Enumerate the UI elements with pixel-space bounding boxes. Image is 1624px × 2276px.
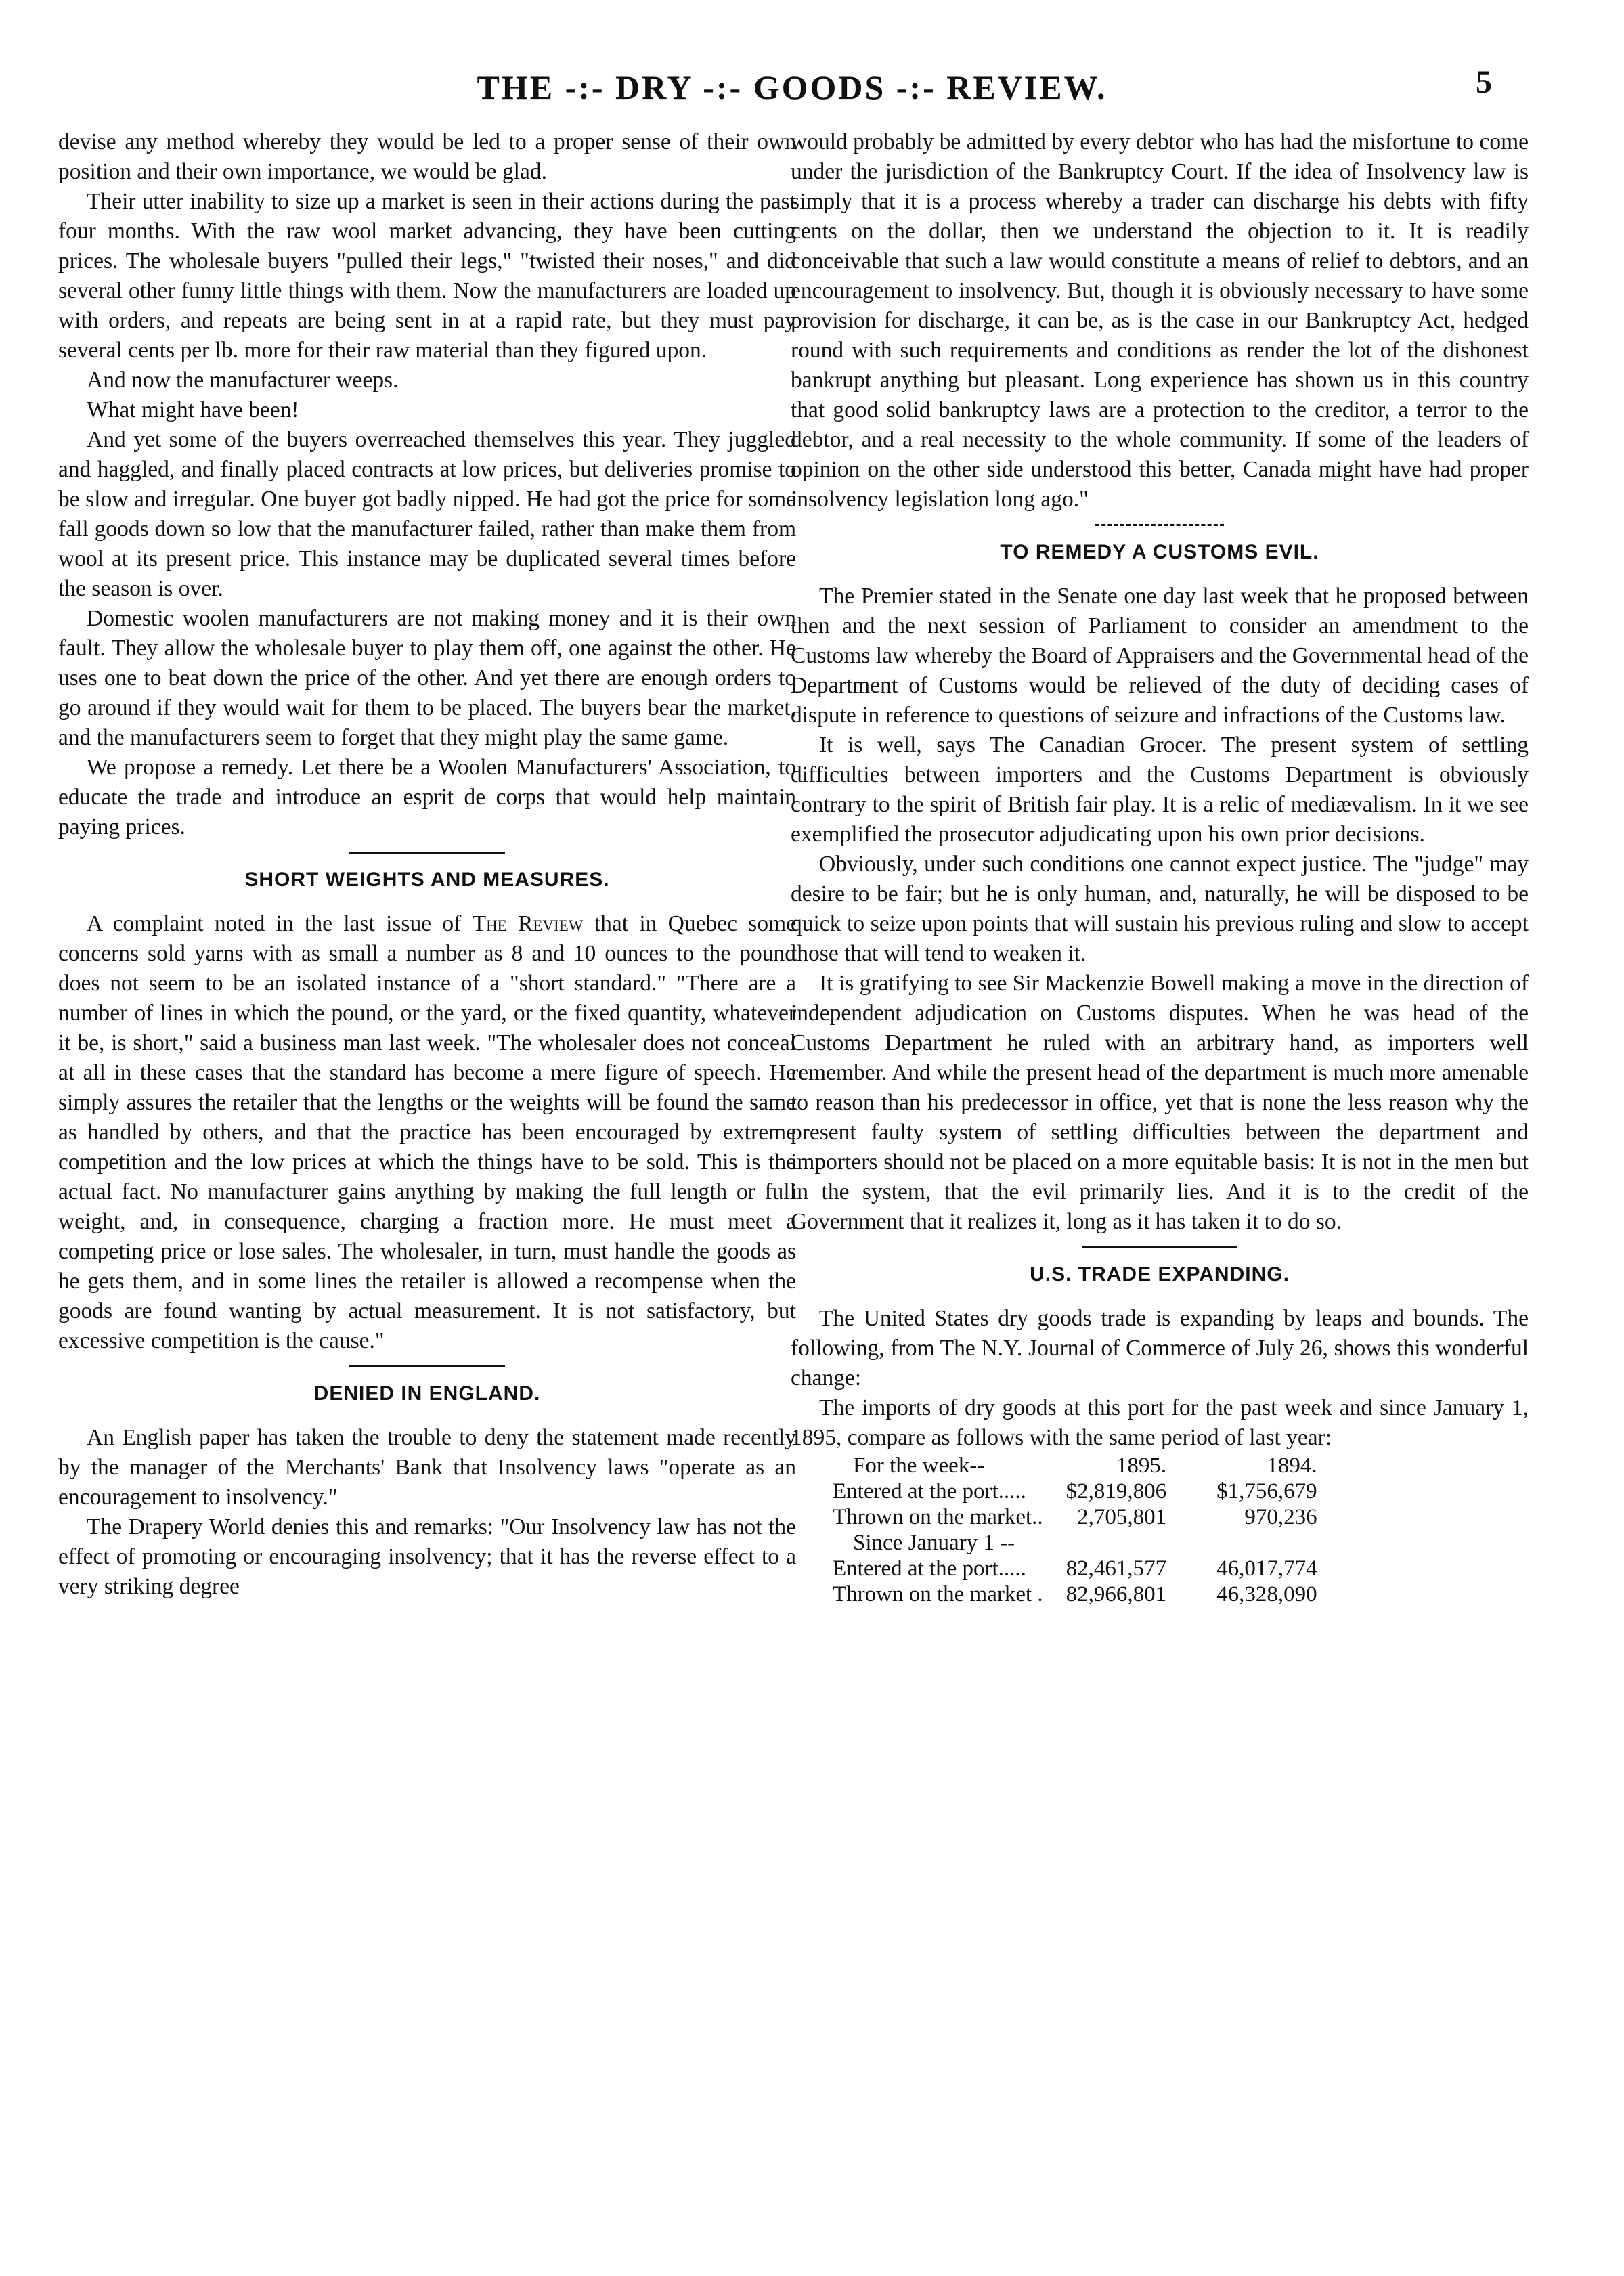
table-row [833, 1453, 1327, 1479]
table-cell: 2,705,801 [1077, 1505, 1167, 1529]
imports-table [833, 1453, 1327, 1607]
table-row [833, 1581, 1327, 1607]
section-heading: SHORT WEIGHTS AND MEASURES. [244, 869, 610, 891]
paragraph [58, 909, 796, 1356]
text-run: that in Quebec some concerns sold yarns with as small a number as 8 and 10 ounces to the pound does not seem to be an isolated instance of a "short standard." "There are a number of lines in which the pound, or the yard, or the fixed quantity, whatever it be, is short," said a business man last week. "The wholesaler does not conceal at all in these cases that the standard has become a mere figure of speech. He simply assures the retailer that the lengths or the weights will be found the same as handled by others, and that the practice has been encouraged by extreme competition and the low prices at which the things have to be sold. This is the actual fact. No manufacturer gains anything by making the full length or full weight, and, in consequence, charging a fraction more. He must meet a competing price or lose sales. The wholesaler, in turn, must handle the goods as he gets them, and in some lines the retailer is allowed a recompense when the goods are found wanting by actual measurement. It is not satisfactory, but excessive competition is the cause." [58, 911, 796, 1353]
paragraph: It is well, says The Canadian Grocer. The present system of settling difficulties between importers and the Customs Department is obviously contrary to the spirit of British fair play. It is a relic of mediævalism. In it we see exemplified the prosecutor adjudicating upon his own prior decisions. [791, 732, 1529, 847]
paragraph: The Drapery World denies this and remarks: "Our Insolvency law has not the effect of promoting or encouraging insolvency; that it has the reverse effect to a very striking degree [58, 1514, 796, 1599]
paragraph: The United States dry goods trade is expanding by leaps and bounds. The following, from The N.Y. Journal of Commerce of July 26, shows this wonderful change: [791, 1306, 1529, 1391]
paragraph: An English paper has taken the trouble to deny the statement made recently by the manager of the Merchants' Bank that Insolvency laws "operate as an encouragement to insolvency." [58, 1425, 796, 1510]
table-row [833, 1504, 1327, 1530]
running-title: THE -:- DRY -:- GOODS -:- REVIEW. [477, 68, 1107, 106]
section-rule [1095, 524, 1224, 526]
paragraph: Domestic woolen manufacturers are not making money and it is their own fault. They allow the wholesale buyer to play them off, one against the other. He uses one to beat down the price of the other. And yet there are enough orders to go around if they would wait for them to be placed. The buyers bear the market, and the manufacturers seem to forget that they might play the same game. [58, 606, 796, 750]
paragraph: The imports of dry goods at this port for the past week and since January 1, 1895, compare as follows with the same period of last year: [791, 1395, 1529, 1450]
table-row [833, 1556, 1327, 1581]
section-heading: DENIED IN ENGLAND. [313, 1382, 541, 1405]
text-run: A complaint noted in the last issue of [87, 911, 473, 936]
table-cell: 46,017,774 [1216, 1556, 1317, 1581]
paragraph: The Premier stated in the Senate one day last week that he proposed between then and the next session of Parliament to consider an amendment to the Customs law whereby the Board of Appraisers and the Governmental head of the Department of Customs would be relieved of the duty of deciding cases of dispute in reference to questions of seizure and infractions of the Customs law. [791, 584, 1529, 728]
paragraph: Obviously, under such conditions one cannot expect justice. The "judge" may desire to be fair; but he is only human, and, naturally, he will be disposed to be quick to seize upon points that will sustain his previous ruling and slow to accept those that will tend to weaken it. [791, 852, 1529, 966]
paragraph: What might have been! [87, 397, 299, 422]
section-rule [349, 852, 505, 854]
table-cell: 970,236 [1244, 1505, 1317, 1529]
table-cell: For the week-- [853, 1453, 985, 1478]
paragraph: It is gratifying to see Sir Mackenzie Bowell making a move in the direction of independent adjudication on Customs disputes. When he was head of the Customs Department he ruled with an arbitrary hand, as importers well remember. And while the present head of the department is much more amenable to reason than his predecessor in office, yet that is none the less reason why the present faulty system of settling difficulties between the department and importers should not be placed on a more equitable basis: It is not in the men but in the system, that the evil primarily lies. And it is to the credit of the Government that it realizes it, long as it has taken it to do so. [791, 971, 1529, 1234]
section-rule [1082, 1246, 1237, 1248]
paragraph: devise any method whereby they would be led to a proper sense of their own position and their own importance, we would be glad. [58, 129, 796, 184]
table-cell: Thrown on the market.. [833, 1505, 1043, 1529]
paragraph: And now the manufacturer weeps. [87, 368, 399, 393]
table-row [833, 1479, 1327, 1504]
right-column [791, 127, 1529, 1607]
page-header [0, 64, 1624, 108]
table-cell: Entered at the port..... [833, 1479, 1026, 1504]
publication-name: The Review [472, 911, 584, 936]
table-cell: Since January 1 -- [853, 1531, 1015, 1555]
paragraph: Their utter inability to size up a market is seen in their actions during the past four months. With the raw wool market advancing, they have been cutting prices. The wholesale buyers "pulled their legs," "twisted their noses," and did several other funny little things with them. Now the manufacturers are loaded up with orders, and repeats are being sent in at a rapid rate, but they must pay several cents per lb. more for their raw material than they figured upon. [58, 189, 796, 363]
paragraph: would probably be admitted by every debtor who has had the misfortune to come under the jurisdiction of the Bankruptcy Court. If the idea of Insolvency law is simply that it is a process whereby a trader can discharge his debts with fifty cents on the dollar, then we understand the objection to it. It is readily conceivable that such a law would constitute a means of relief to debtors, and an encouragement to insolvency. But, though it is obviously necessary to have some provision for discharge, it can be, as is the case in our Bankruptcy Act, hedged round with such requirements and conditions as render the lot of the dishonest bankrupt anything but pleasant. Long experience has shown us in this country that good solid bankruptcy laws are a protection to the creditor, a terror to the debtor, and a real necessity to the whole community. If some of the leaders of opinion on the other side understood this better, Canada might have had proper insolvency legislation long ago." [791, 129, 1529, 512]
table-cell: Entered at the port..... [833, 1556, 1026, 1581]
table-cell [1053, 1530, 1177, 1556]
section-rule [349, 1365, 505, 1367]
table-row [833, 1530, 1327, 1556]
table-cell: 82,461,577 [1066, 1556, 1167, 1581]
table-cell: Thrown on the market . [833, 1582, 1043, 1606]
table-cell: $2,819,806 [1066, 1479, 1167, 1504]
table-cell: 82,966,801 [1066, 1582, 1167, 1606]
left-column [58, 127, 796, 1602]
section-heading: U.S. TRADE EXPANDING. [1030, 1263, 1290, 1286]
paragraph: We propose a remedy. Let there be a Woolen Manufacturers' Association, to educate the trade and introduce an esprit de corps that would help maintain paying prices. [58, 755, 796, 839]
table-cell [1176, 1530, 1327, 1556]
column-header: 1895. [1116, 1453, 1167, 1478]
page-number: 5 [1476, 64, 1492, 100]
table-cell: 46,328,090 [1216, 1582, 1317, 1606]
section-heading: TO REMEDY A CUSTOMS EVIL. [1000, 541, 1319, 563]
paragraph: And yet some of the buyers overreached themselves this year. They juggled and haggled, and finally placed contracts at low prices, but deliveries promise to be slow and irregular. One buyer got badly nipped. He had got the price for some fall goods down so low that the manufacturer failed, rather than make them from wool at its present price. This instance may be duplicated several times before the season is over. [58, 427, 796, 601]
table-cell: $1,756,679 [1216, 1479, 1317, 1504]
column-header: 1894. [1267, 1453, 1317, 1478]
